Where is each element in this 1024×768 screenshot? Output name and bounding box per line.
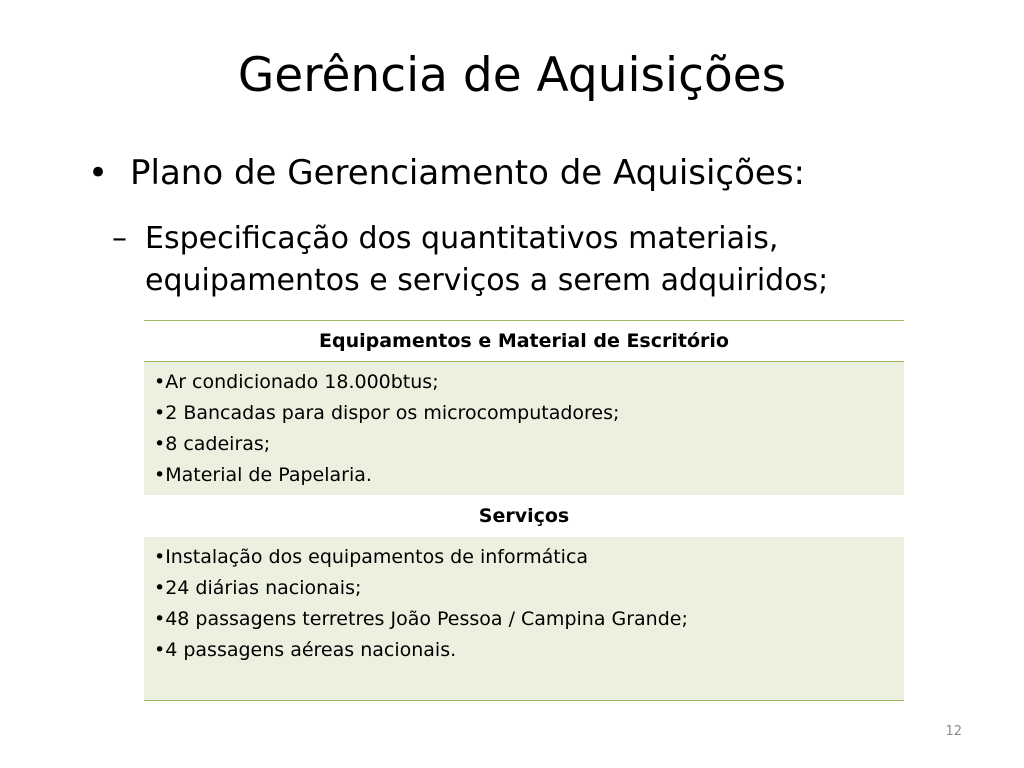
services-header: Serviços [144,495,904,537]
sub-bullet [112,218,912,302]
list-item: •8 cadeiras; [154,433,271,455]
list-item: •48 passagens terretres João Pessoa / Campina Grande; [154,608,688,630]
list-item: •Instalação dos equipamentos de informática [154,546,589,568]
list-item: •Material de Papelaria. [154,464,372,486]
sub-bullet-marker: – [112,221,127,256]
list-item: •Ar condicionado 18.000btus; [154,371,439,393]
main-bullet [88,153,805,194]
page-number: 12 [945,724,962,739]
bullet-marker: • [88,153,109,193]
sub-bullet-text: Especificação dos quantitativos materiais, equipamentos e serviços a serem adquiridos; [145,221,829,298]
main-bullet-text: Plano de Gerenciamento de Aquisições: [130,153,806,193]
list-item: •4 passagens aéreas nacionais. [154,639,457,661]
acquisitions-table [144,320,904,701]
equipment-cell [144,362,904,495]
table-header: Equipamentos e Material de Escritório [144,321,904,362]
slide-title: Gerência de Aquisições [237,48,787,103]
list-item: •24 diárias nacionais; [154,577,362,599]
list-item: •2 Bancadas para dispor os microcomputadores; [154,402,620,424]
services-cell [144,537,904,700]
